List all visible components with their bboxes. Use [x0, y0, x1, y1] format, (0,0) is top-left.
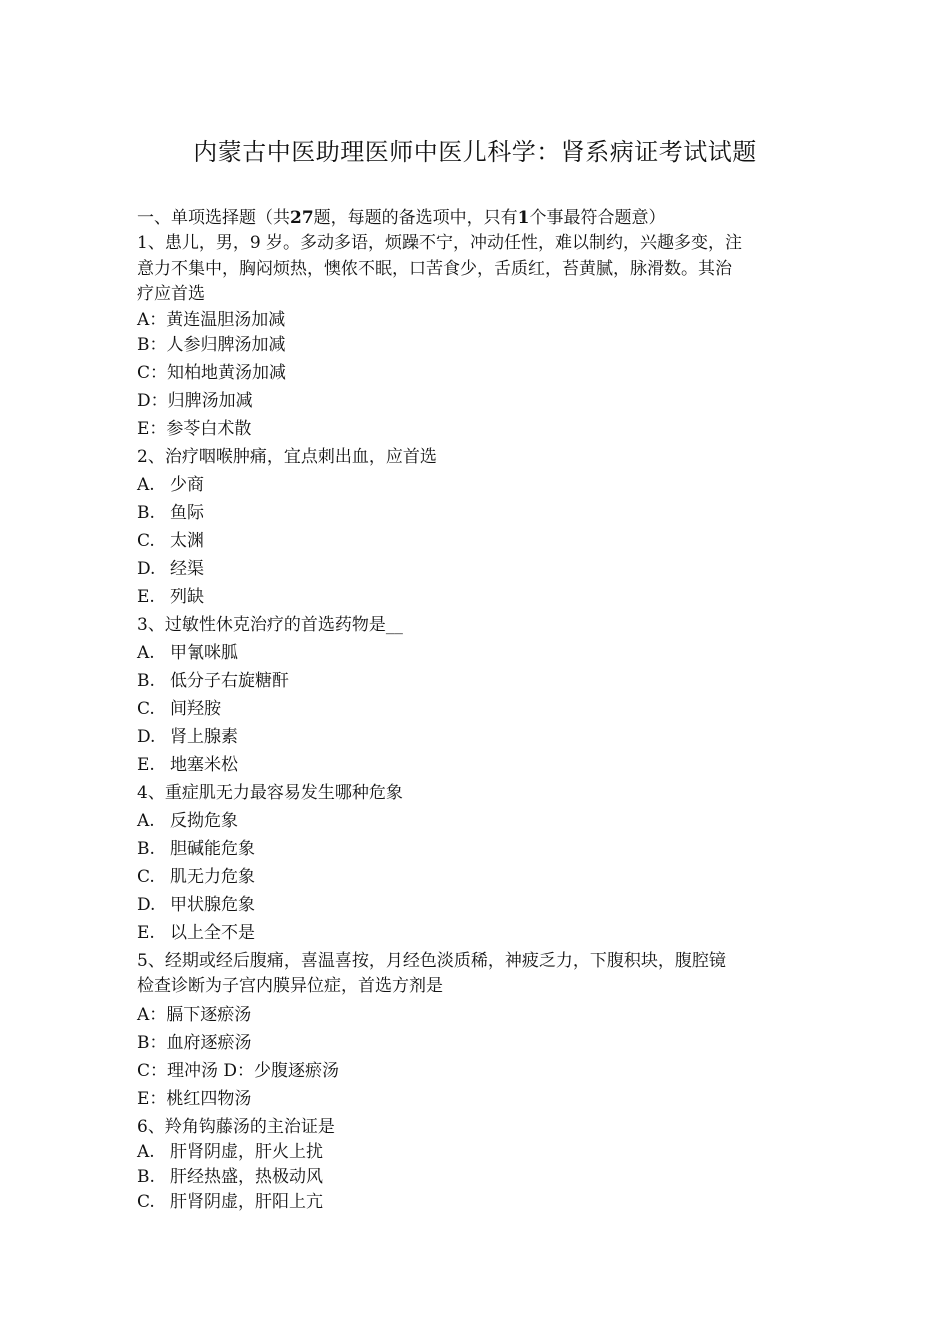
option-letter: E.	[137, 754, 155, 775]
option-letter: C.	[137, 1191, 155, 1212]
option-text: 地塞米松	[170, 754, 238, 775]
option-text: 鱼际	[170, 502, 204, 523]
question-5-option-c-d: C：理冲汤 D：少腹逐瘀汤	[137, 1060, 340, 1081]
section-header-suffix: 个事最符合题意）	[529, 208, 666, 228]
question-4-option-e	[137, 921, 813, 946]
question-2-option-a	[137, 473, 813, 498]
option-text: 列缺	[170, 586, 204, 607]
question-4-option-c	[137, 865, 813, 890]
option-letter: E.	[137, 586, 155, 607]
question-3	[137, 613, 813, 778]
option-letter: D.	[137, 558, 156, 579]
section-header-middle: 题，每题的备选项中，只有	[313, 208, 518, 228]
question-1-stem-line: 1、患儿，男，9 岁。多动多语，烦躁不宁，冲动任性，难以制约，兴趣多变，注	[137, 233, 743, 253]
option-letter: B.	[137, 670, 155, 691]
option-text: 甲状腺危象	[170, 894, 255, 915]
option-text: 肾上腺素	[170, 726, 238, 747]
question-2-option-e	[137, 585, 813, 610]
question-3-option-c	[137, 697, 813, 722]
option-text: 经渠	[170, 558, 204, 579]
option-text: 间羟胺	[170, 698, 221, 719]
option-text: 少商	[170, 474, 204, 495]
question-2-option-c	[137, 529, 813, 554]
question-6-option-b	[137, 1165, 813, 1190]
option-letter: A.	[137, 642, 155, 663]
section-header-prefix: 一、单项选择题（共	[137, 208, 290, 228]
question-3-option-b	[137, 669, 813, 694]
option-text: 肌无力危象	[170, 866, 255, 887]
question-4	[137, 781, 813, 946]
question-6	[137, 1115, 813, 1215]
question-1	[137, 231, 813, 442]
question-2	[137, 445, 813, 610]
option-letter: B.	[137, 838, 155, 859]
question-5-option-b: B：血府逐瘀汤	[137, 1032, 252, 1053]
option-text: 肝肾阴虚，肝阳上亢	[170, 1191, 323, 1212]
document-body	[137, 206, 813, 1215]
question-2-option-b	[137, 501, 813, 526]
question-1-option-d: D：归脾汤加减	[137, 390, 253, 411]
option-text: 以上全不是	[170, 922, 255, 943]
option-letter: D.	[137, 894, 156, 915]
question-2-stem: 2、治疗咽喉肿痛，宜点刺出血，应首选	[137, 446, 437, 467]
option-text: 肝经热盛，热极动风	[170, 1166, 323, 1187]
question-6-option-a	[137, 1140, 813, 1165]
section-header-count: 27	[290, 208, 314, 228]
question-6-option-c	[137, 1190, 813, 1215]
option-letter: A.	[137, 810, 155, 831]
question-1-option-b: B：人参归脾汤加减	[137, 334, 286, 355]
option-letter: A.	[137, 1141, 155, 1162]
question-3-option-d	[137, 725, 813, 750]
option-letter: B.	[137, 502, 155, 523]
option-text: 低分子右旋糖酐	[170, 670, 289, 691]
question-5-option-a: A：膈下逐瘀汤	[137, 1004, 252, 1025]
option-text: 反拗危象	[170, 810, 238, 831]
question-1-option-e: E：参苓白术散	[137, 418, 252, 439]
question-1-stem-line: 意力不集中，胸闷烦热，懊侬不眠，口苦食少，舌质红，苔黄腻，脉滑数。其治	[137, 258, 732, 279]
section-header-one: 1	[517, 208, 530, 228]
question-5-stem-line: 5、经期或经后腹痛，喜温喜按，月经色淡质稀，神疲乏力，下腹积块，腹腔镜	[137, 950, 726, 971]
question-4-option-b	[137, 837, 813, 862]
option-text: 甲氰咪胍	[170, 642, 238, 663]
question-3-stem: 3、过敏性休克治疗的首选药物是__	[137, 614, 403, 635]
question-2-option-d	[137, 557, 813, 582]
question-4-stem: 4、重症肌无力最容易发生哪种危象	[137, 782, 403, 803]
option-text: 胆碱能危象	[170, 838, 255, 859]
question-5-stem-line: 检查诊断为子宫内膜异位症，首选方剂是	[137, 976, 443, 996]
question-3-option-a	[137, 641, 813, 666]
question-5-option-e: E：桃红四物汤	[137, 1088, 252, 1109]
section-header	[137, 206, 813, 231]
question-5	[137, 949, 813, 1112]
question-4-option-a	[137, 809, 813, 834]
question-1-stem-line: 疗应首选	[137, 284, 205, 304]
question-3-option-e	[137, 753, 813, 778]
option-letter: A.	[137, 474, 155, 495]
document-title: 内蒙古中医助理医师中医儿科学：肾系病证考试试题	[193, 138, 757, 166]
option-letter: B.	[137, 1166, 155, 1187]
option-letter: E.	[137, 922, 155, 943]
option-letter: C.	[137, 698, 155, 719]
option-text: 太渊	[170, 530, 204, 551]
option-letter: C.	[137, 530, 155, 551]
question-1-option-c: C：知柏地黄汤加减	[137, 362, 287, 383]
option-letter: D.	[137, 726, 156, 747]
option-letter: C.	[137, 866, 155, 887]
question-1-option-a: A：黄连温胆汤加减	[137, 309, 286, 330]
option-text: 肝肾阴虚，肝火上扰	[170, 1141, 323, 1162]
question-4-option-d	[137, 893, 813, 918]
question-6-stem: 6、羚角钩藤汤的主治证是	[137, 1116, 335, 1137]
